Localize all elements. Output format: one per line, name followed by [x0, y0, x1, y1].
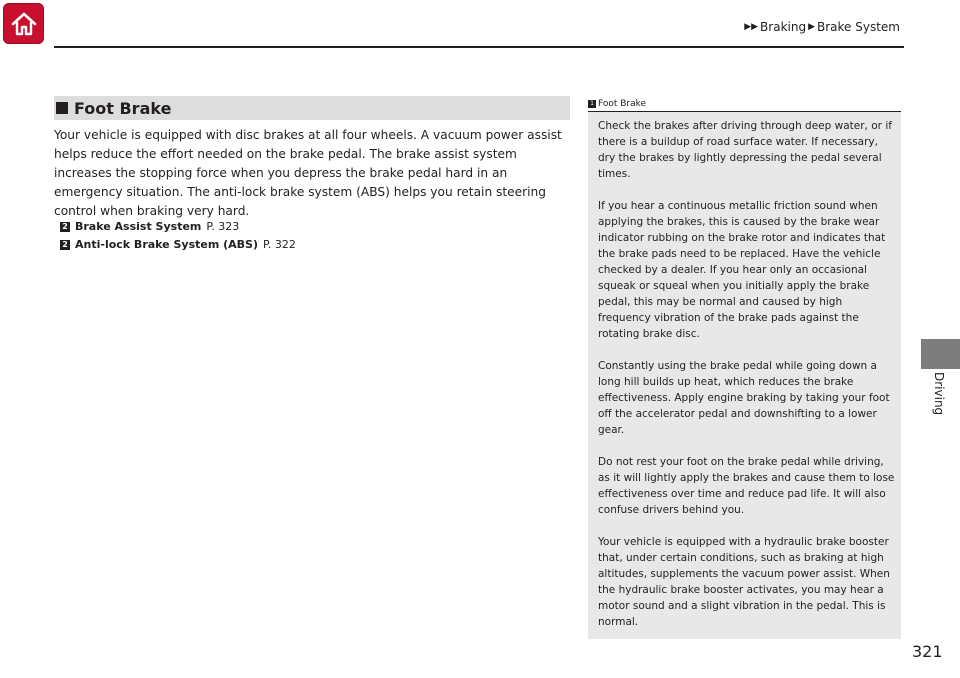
xref-page: P. 322: [263, 238, 296, 251]
note-paragraph: Do not rest your foot on the brake pedal while driving, as it will lightly apply the brakes and cause them to lose effectiveness over time and reduce pad life. It will also confuse drivers behind you.: [598, 456, 895, 516]
xref-page: P. 323: [206, 220, 240, 233]
chapter-tab-label: Driving: [932, 372, 946, 416]
note-paragraph: Check the brakes after driving through deep water, or if there is a buildup of road surface water. If necessary, dry the brakes by lightly depressing the pedal several times.: [598, 120, 892, 180]
side-note-body: [598, 118, 896, 646]
note-marker-icon: 1: [588, 100, 596, 108]
section-heading: [54, 96, 570, 120]
section-square-icon: [56, 102, 68, 114]
breadcrumb-item-brake-system[interactable]: Brake System: [817, 20, 900, 34]
breadcrumb-arrow-icon: ▶▶: [744, 22, 759, 32]
note-paragraph: Your vehicle is equipped with a hydraulic brake booster that, under certain conditions, such as braking at high altitudes, supplements the vacuum power assist. When the hydraulic brake booster activates, you may hear a motor sound and a slight vibration in the pedal. This is normal.: [598, 536, 890, 628]
breadcrumb-item-braking[interactable]: Braking: [760, 20, 807, 34]
xref-link-abs[interactable]: [60, 238, 296, 251]
note-paragraph: Constantly using the brake pedal while going down a long hill builds up heat, which reduces the brake effectiveness. Apply engine braking by taking your foot off the accelerator pedal and downshifting to a lower gear.: [598, 360, 890, 436]
side-note: [588, 96, 901, 639]
side-note-title: Foot Brake: [598, 98, 647, 109]
section-title: Foot Brake: [74, 98, 172, 118]
side-note-header: [588, 96, 901, 112]
page-number: 321: [912, 642, 943, 661]
home-button[interactable]: [3, 3, 44, 44]
xref-arrow-icon: 2: [60, 240, 70, 250]
note-paragraph: If you hear a continuous metallic friction sound when applying the brakes, this is caused by the brake wear indicator rubbing on the brake rotor and indicates that the brake pads need to be replaced. Have the vehicle checked by a dealer. If you hear only an occasional squeak or squeal when you initially apply the brake pedal, this may be normal and caused by high frequency vibration of the brake pads against the rotating brake disc.: [598, 200, 886, 340]
xref-link-brake-assist[interactable]: [60, 220, 239, 233]
chapter-tab[interactable]: [921, 339, 960, 369]
breadcrumb: [744, 20, 900, 34]
header-divider: [54, 46, 904, 48]
xref-arrow-icon: 2: [60, 222, 70, 232]
breadcrumb-arrow-icon: ▶: [808, 22, 815, 32]
body-paragraph: Your vehicle is equipped with disc brakes at all four wheels. A vacuum power assist helps reduce the effort needed on the brake pedal. The brake assist system increases the stopping force when you depress the brake pedal hard in an emergency situation. The anti-lock brake system (ABS) helps you retain steering control when braking very hard.: [54, 128, 562, 218]
home-icon: [9, 9, 39, 39]
xref-title: Anti-lock Brake System (ABS): [75, 238, 258, 251]
xref-title: Brake Assist System: [75, 220, 202, 233]
